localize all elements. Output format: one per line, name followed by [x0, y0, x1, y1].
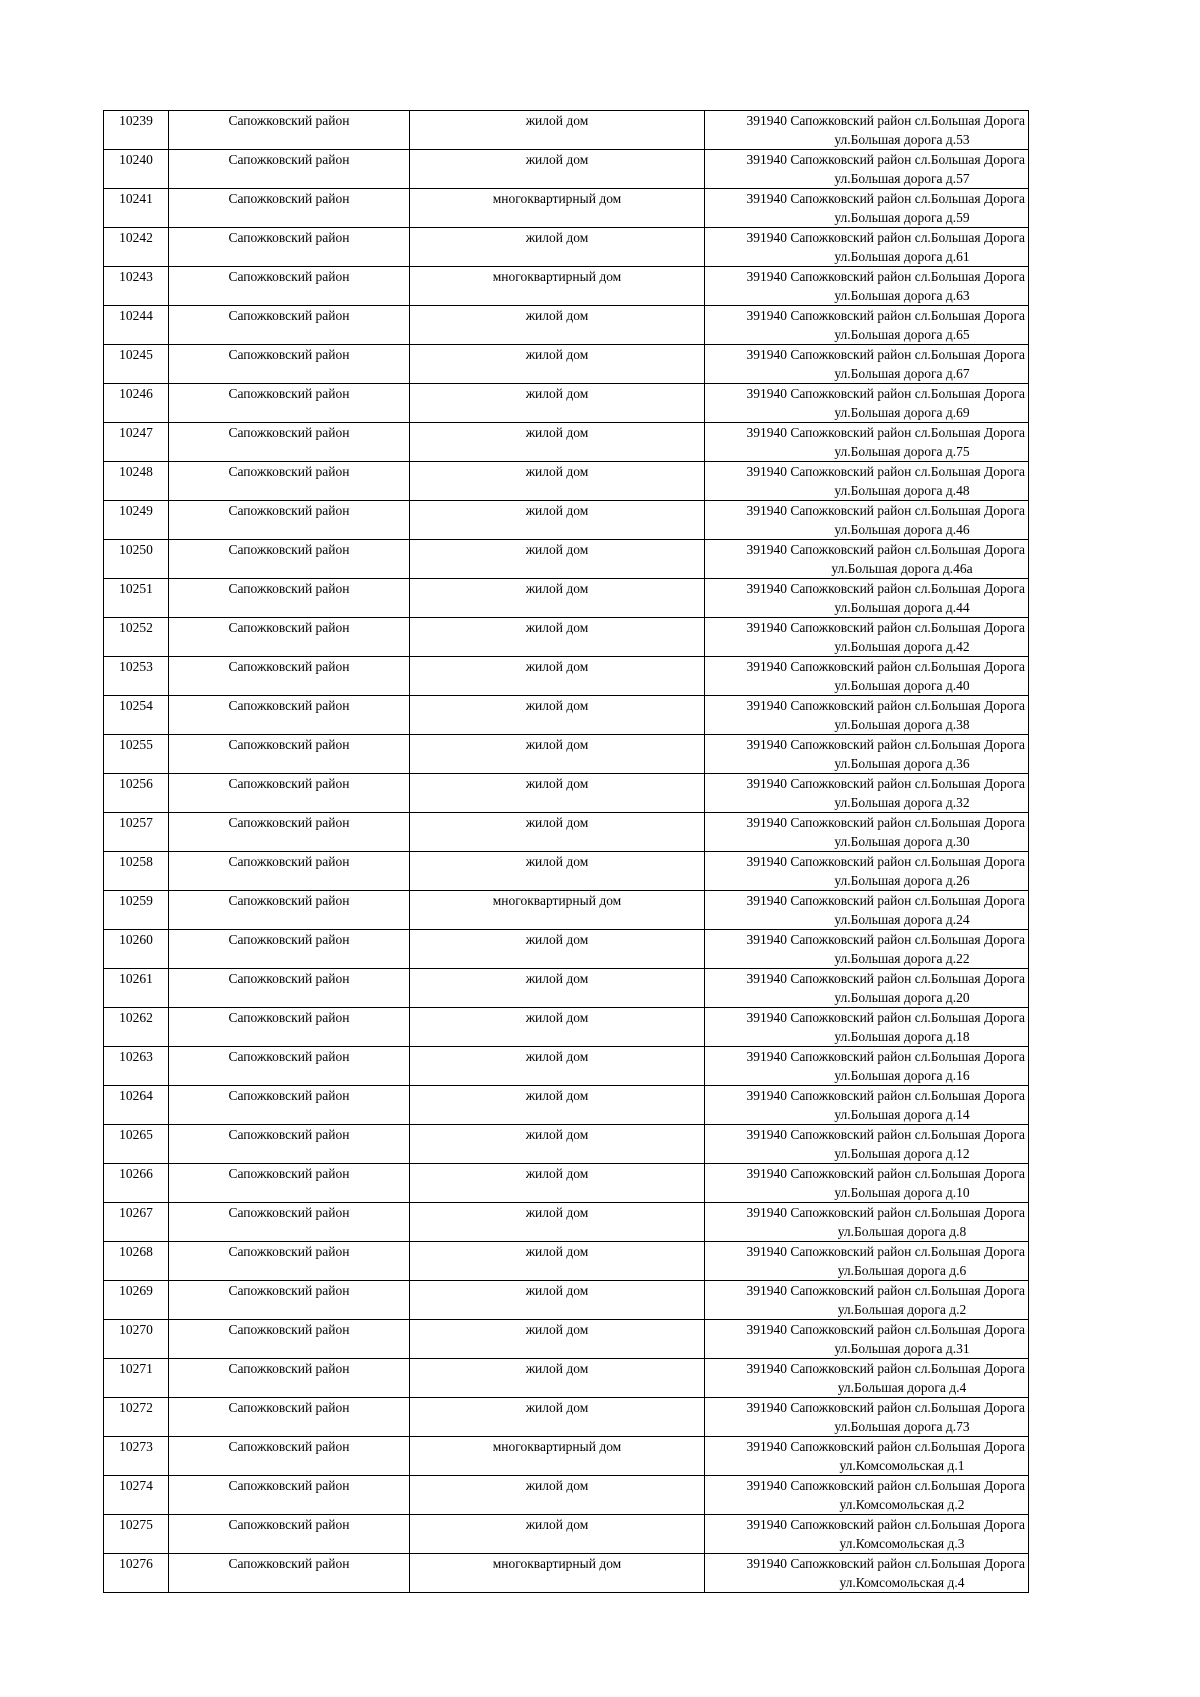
table-row [104, 1437, 1029, 1476]
district-cell: Сапожковский район [169, 423, 410, 462]
table-row [104, 1086, 1029, 1125]
district-cell: Сапожковский район [169, 1437, 410, 1476]
address-cell [705, 540, 1029, 579]
table-row [104, 696, 1029, 735]
object-type-cell: жилой дом [410, 969, 705, 1008]
district-cell: Сапожковский район [169, 1125, 410, 1164]
object-type-cell: многоквартирный дом [410, 267, 705, 306]
district-cell: Сапожковский район [169, 1203, 410, 1242]
object-type-cell: многоквартирный дом [410, 1437, 705, 1476]
address-line-1: 391940 Сапожковский район сл.Большая Дорога [746, 1322, 1025, 1337]
record-id-cell: 10269 [104, 1281, 169, 1320]
address-line-2: ул.Большая дорога д.42 [834, 639, 970, 654]
table-row [104, 1125, 1029, 1164]
district-cell: Сапожковский район [169, 1008, 410, 1047]
address-cell [705, 1437, 1029, 1476]
record-id-cell: 10276 [104, 1554, 169, 1593]
object-type-cell: жилой дом [410, 657, 705, 696]
address-line-2: ул.Большая дорога д.26 [834, 873, 970, 888]
address-line-1: 391940 Сапожковский район сл.Большая Дорога [746, 1205, 1025, 1220]
object-type-cell: жилой дом [410, 1515, 705, 1554]
address-line-1: 391940 Сапожковский район сл.Большая Дорога [746, 1049, 1025, 1064]
table-row [104, 1476, 1029, 1515]
district-cell: Сапожковский район [169, 735, 410, 774]
table-row [104, 930, 1029, 969]
address-cell [705, 228, 1029, 267]
address-cell [705, 345, 1029, 384]
object-type-cell: многоквартирный дом [410, 189, 705, 228]
district-cell: Сапожковский район [169, 306, 410, 345]
address-cell [705, 1047, 1029, 1086]
record-id-cell: 10250 [104, 540, 169, 579]
address-cell [705, 1281, 1029, 1320]
address-line-2: ул.Большая дорога д.16 [834, 1068, 970, 1083]
table-row [104, 1281, 1029, 1320]
record-id-cell: 10259 [104, 891, 169, 930]
address-line-1: 391940 Сапожковский район сл.Большая Дорога [746, 347, 1025, 362]
object-type-cell: жилой дом [410, 618, 705, 657]
object-type-cell: многоквартирный дом [410, 891, 705, 930]
address-cell [705, 774, 1029, 813]
address-line-1: 391940 Сапожковский район сл.Большая Дорога [746, 1010, 1025, 1025]
address-cell [705, 1320, 1029, 1359]
address-line-1: 391940 Сапожковский район сл.Большая Дорога [746, 815, 1025, 830]
address-line-1: 391940 Сапожковский район сл.Большая Дорога [746, 464, 1025, 479]
table-row [104, 969, 1029, 1008]
address-line-2: ул.Комсомольская д.4 [839, 1575, 965, 1590]
object-type-cell: жилой дом [410, 423, 705, 462]
object-type-cell: жилой дом [410, 111, 705, 150]
address-line-2: ул.Большая дорога д.67 [834, 366, 970, 381]
address-cell [705, 813, 1029, 852]
object-type-cell: жилой дом [410, 1047, 705, 1086]
record-id-cell: 10274 [104, 1476, 169, 1515]
address-line-2: ул.Комсомольская д.3 [839, 1536, 965, 1551]
address-line-1: 391940 Сапожковский район сл.Большая Дорога [746, 425, 1025, 440]
address-cell [705, 306, 1029, 345]
table-row [104, 1242, 1029, 1281]
district-cell: Сапожковский район [169, 267, 410, 306]
address-line-1: 391940 Сапожковский район сл.Большая Дорога [746, 698, 1025, 713]
address-cell [705, 618, 1029, 657]
record-id-cell: 10258 [104, 852, 169, 891]
record-id-cell: 10243 [104, 267, 169, 306]
address-line-2: ул.Большая дорога д.57 [834, 171, 970, 186]
address-cell [705, 969, 1029, 1008]
record-id-cell: 10268 [104, 1242, 169, 1281]
district-cell: Сапожковский район [169, 1281, 410, 1320]
address-line-1: 391940 Сапожковский район сл.Большая Дорога [746, 581, 1025, 596]
object-type-cell: жилой дом [410, 1164, 705, 1203]
record-id-cell: 10242 [104, 228, 169, 267]
address-line-1: 391940 Сапожковский район сл.Большая Дорога [746, 113, 1025, 128]
table-row [104, 306, 1029, 345]
address-line-1: 391940 Сапожковский район сл.Большая Дорога [746, 1283, 1025, 1298]
address-cell [705, 1008, 1029, 1047]
district-cell: Сапожковский район [169, 579, 410, 618]
address-line-1: 391940 Сапожковский район сл.Большая Дорога [746, 1517, 1025, 1532]
address-line-1: 391940 Сапожковский район сл.Большая Дорога [746, 737, 1025, 752]
record-id-cell: 10261 [104, 969, 169, 1008]
address-line-2: ул.Комсомольская д.1 [839, 1458, 965, 1473]
object-type-cell: жилой дом [410, 1242, 705, 1281]
address-cell [705, 1359, 1029, 1398]
table-row [104, 384, 1029, 423]
table-row [104, 1398, 1029, 1437]
registry-table [103, 110, 1029, 1593]
address-line-2: ул.Большая дорога д.73 [834, 1419, 970, 1434]
address-line-1: 391940 Сапожковский район сл.Большая Дорога [746, 620, 1025, 635]
district-cell: Сапожковский район [169, 618, 410, 657]
record-id-cell: 10252 [104, 618, 169, 657]
object-type-cell: жилой дом [410, 384, 705, 423]
address-cell [705, 1086, 1029, 1125]
object-type-cell: жилой дом [410, 1281, 705, 1320]
table-row [104, 813, 1029, 852]
address-cell [705, 150, 1029, 189]
record-id-cell: 10253 [104, 657, 169, 696]
address-line-1: 391940 Сапожковский район сл.Большая Дорога [746, 1244, 1025, 1259]
table-row [104, 1359, 1029, 1398]
table-row [104, 540, 1029, 579]
address-line-2: ул.Большая дорога д.46 [834, 522, 970, 537]
record-id-cell: 10247 [104, 423, 169, 462]
address-line-1: 391940 Сапожковский район сл.Большая Дорога [746, 230, 1025, 245]
object-type-cell: жилой дом [410, 1359, 705, 1398]
address-cell [705, 930, 1029, 969]
address-line-1: 391940 Сапожковский район сл.Большая Дорога [746, 1478, 1025, 1493]
address-line-1: 391940 Сапожковский район сл.Большая Дорога [746, 854, 1025, 869]
district-cell: Сапожковский район [169, 189, 410, 228]
table-row [104, 852, 1029, 891]
address-line-2: ул.Большая дорога д.36 [834, 756, 970, 771]
district-cell: Сапожковский район [169, 228, 410, 267]
object-type-cell: жилой дом [410, 930, 705, 969]
record-id-cell: 10251 [104, 579, 169, 618]
district-cell: Сапожковский район [169, 774, 410, 813]
district-cell: Сапожковский район [169, 462, 410, 501]
object-type-cell: жилой дом [410, 306, 705, 345]
object-type-cell: жилой дом [410, 150, 705, 189]
address-line-2: ул.Большая дорога д.22 [834, 951, 970, 966]
district-cell: Сапожковский район [169, 1554, 410, 1593]
address-line-1: 391940 Сапожковский район сл.Большая Дорога [746, 1361, 1025, 1376]
address-line-1: 391940 Сапожковский район сл.Большая Дорога [746, 1166, 1025, 1181]
table-row [104, 1203, 1029, 1242]
record-id-cell: 10246 [104, 384, 169, 423]
address-cell [705, 384, 1029, 423]
district-cell: Сапожковский район [169, 1164, 410, 1203]
record-id-cell: 10265 [104, 1125, 169, 1164]
district-cell: Сапожковский район [169, 891, 410, 930]
address-line-2: ул.Большая дорога д.40 [834, 678, 970, 693]
district-cell: Сапожковский район [169, 1515, 410, 1554]
object-type-cell: жилой дом [410, 540, 705, 579]
address-line-1: 391940 Сапожковский район сл.Большая Дорога [746, 269, 1025, 284]
address-line-2: ул.Большая дорога д.32 [834, 795, 970, 810]
district-cell: Сапожковский район [169, 501, 410, 540]
district-cell: Сапожковский район [169, 1359, 410, 1398]
district-cell: Сапожковский район [169, 111, 410, 150]
address-line-2: ул.Большая дорога д.61 [834, 249, 970, 264]
address-line-2: ул.Большая дорога д.14 [834, 1107, 970, 1122]
district-cell: Сапожковский район [169, 696, 410, 735]
record-id-cell: 10245 [104, 345, 169, 384]
record-id-cell: 10270 [104, 1320, 169, 1359]
address-line-2: ул.Большая дорога д.30 [834, 834, 970, 849]
table-row [104, 1554, 1029, 1593]
object-type-cell: жилой дом [410, 501, 705, 540]
object-type-cell: жилой дом [410, 228, 705, 267]
record-id-cell: 10255 [104, 735, 169, 774]
address-cell [705, 1554, 1029, 1593]
record-id-cell: 10266 [104, 1164, 169, 1203]
address-line-2: ул.Большая дорога д.53 [834, 132, 970, 147]
address-line-1: 391940 Сапожковский район сл.Большая Дорога [746, 191, 1025, 206]
address-line-2: ул.Большая дорога д.38 [834, 717, 970, 732]
table-row [104, 462, 1029, 501]
address-line-2: ул.Большая дорога д.4 [837, 1380, 967, 1395]
table-row [104, 1047, 1029, 1086]
table-row [104, 111, 1029, 150]
table-row [104, 657, 1029, 696]
address-line-2: ул.Большая дорога д.24 [834, 912, 970, 927]
table-row [104, 423, 1029, 462]
address-cell [705, 111, 1029, 150]
district-cell: Сапожковский район [169, 1047, 410, 1086]
address-line-2: ул.Большая дорога д.12 [834, 1146, 970, 1161]
address-line-2: ул.Большая дорога д.75 [834, 444, 970, 459]
address-line-1: 391940 Сапожковский район сл.Большая Дорога [746, 932, 1025, 947]
record-id-cell: 10239 [104, 111, 169, 150]
address-line-1: 391940 Сапожковский район сл.Большая Дорога [746, 503, 1025, 518]
address-line-2: ул.Большая дорога д.10 [834, 1185, 970, 1200]
object-type-cell: многоквартирный дом [410, 1554, 705, 1593]
address-line-2: ул.Большая дорога д.59 [834, 210, 970, 225]
record-id-cell: 10240 [104, 150, 169, 189]
address-line-2: ул.Большая дорога д.44 [834, 600, 970, 615]
address-line-1: 391940 Сапожковский район сл.Большая Дорога [746, 1127, 1025, 1142]
object-type-cell: жилой дом [410, 1125, 705, 1164]
object-type-cell: жилой дом [410, 735, 705, 774]
address-cell [705, 696, 1029, 735]
address-line-2: ул.Большая дорога д.18 [834, 1029, 970, 1044]
record-id-cell: 10273 [104, 1437, 169, 1476]
object-type-cell: жилой дом [410, 1203, 705, 1242]
table-row [104, 735, 1029, 774]
table-row [104, 618, 1029, 657]
district-cell: Сапожковский район [169, 657, 410, 696]
address-line-2: ул.Большая дорога д.65 [834, 327, 970, 342]
object-type-cell: жилой дом [410, 462, 705, 501]
object-type-cell: жилой дом [410, 1008, 705, 1047]
district-cell: Сапожковский район [169, 1398, 410, 1437]
address-line-1: 391940 Сапожковский район сл.Большая Дорога [746, 1556, 1025, 1571]
address-line-1: 391940 Сапожковский район сл.Большая Дорога [746, 542, 1025, 557]
address-cell [705, 501, 1029, 540]
record-id-cell: 10271 [104, 1359, 169, 1398]
table-row [104, 228, 1029, 267]
district-cell: Сапожковский район [169, 1086, 410, 1125]
address-line-2: ул.Большая дорога д.2 [837, 1302, 967, 1317]
table-row [104, 345, 1029, 384]
record-id-cell: 10257 [104, 813, 169, 852]
record-id-cell: 10267 [104, 1203, 169, 1242]
object-type-cell: жилой дом [410, 1320, 705, 1359]
address-line-2: ул.Большая дорога д.48 [834, 483, 970, 498]
district-cell: Сапожковский район [169, 969, 410, 1008]
district-cell: Сапожковский район [169, 1242, 410, 1281]
address-line-1: 391940 Сапожковский район сл.Большая Дорога [746, 893, 1025, 908]
record-id-cell: 10275 [104, 1515, 169, 1554]
address-line-1: 391940 Сапожковский район сл.Большая Дорога [746, 776, 1025, 791]
district-cell: Сапожковский район [169, 150, 410, 189]
record-id-cell: 10254 [104, 696, 169, 735]
address-cell [705, 423, 1029, 462]
address-line-2: ул.Большая дорога д.46а [831, 561, 973, 576]
object-type-cell: жилой дом [410, 1086, 705, 1125]
district-cell: Сапожковский район [169, 930, 410, 969]
object-type-cell: жилой дом [410, 1476, 705, 1515]
record-id-cell: 10241 [104, 189, 169, 228]
table-row [104, 501, 1029, 540]
address-line-1: 391940 Сапожковский район сл.Большая Дорога [746, 1088, 1025, 1103]
address-cell [705, 891, 1029, 930]
address-cell [705, 1203, 1029, 1242]
table-row [104, 1515, 1029, 1554]
address-line-2: ул.Комсомольская д.2 [839, 1497, 965, 1512]
table-row [104, 189, 1029, 228]
address-line-1: 391940 Сапожковский район сл.Большая Дорога [746, 659, 1025, 674]
object-type-cell: жилой дом [410, 852, 705, 891]
record-id-cell: 10244 [104, 306, 169, 345]
address-cell [705, 735, 1029, 774]
address-cell [705, 189, 1029, 228]
district-cell: Сапожковский район [169, 540, 410, 579]
address-cell [705, 1515, 1029, 1554]
record-id-cell: 10248 [104, 462, 169, 501]
address-line-2: ул.Большая дорога д.31 [834, 1341, 970, 1356]
district-cell: Сапожковский район [169, 1476, 410, 1515]
object-type-cell: жилой дом [410, 579, 705, 618]
address-cell [705, 267, 1029, 306]
district-cell: Сапожковский район [169, 384, 410, 423]
table-row [104, 267, 1029, 306]
address-line-1: 391940 Сапожковский район сл.Большая Дорога [746, 1439, 1025, 1454]
table-row [104, 150, 1029, 189]
object-type-cell: жилой дом [410, 696, 705, 735]
district-cell: Сапожковский район [169, 813, 410, 852]
table-row [104, 1320, 1029, 1359]
table-row [104, 891, 1029, 930]
registry-body [104, 111, 1029, 1593]
address-line-2: ул.Большая дорога д.20 [834, 990, 970, 1005]
record-id-cell: 10249 [104, 501, 169, 540]
address-cell [705, 579, 1029, 618]
address-line-1: 391940 Сапожковский район сл.Большая Дорога [746, 386, 1025, 401]
object-type-cell: жилой дом [410, 774, 705, 813]
district-cell: Сапожковский район [169, 345, 410, 384]
address-cell [705, 1242, 1029, 1281]
record-id-cell: 10256 [104, 774, 169, 813]
object-type-cell: жилой дом [410, 1398, 705, 1437]
table-row [104, 1008, 1029, 1047]
record-id-cell: 10260 [104, 930, 169, 969]
record-id-cell: 10262 [104, 1008, 169, 1047]
address-cell [705, 1476, 1029, 1515]
address-cell [705, 657, 1029, 696]
address-line-2: ул.Большая дорога д.69 [834, 405, 970, 420]
record-id-cell: 10272 [104, 1398, 169, 1437]
address-cell [705, 1164, 1029, 1203]
address-line-1: 391940 Сапожковский район сл.Большая Дорога [746, 971, 1025, 986]
table-row [104, 1164, 1029, 1203]
record-id-cell: 10263 [104, 1047, 169, 1086]
address-line-2: ул.Большая дорога д.63 [834, 288, 970, 303]
table-row [104, 579, 1029, 618]
address-line-1: 391940 Сапожковский район сл.Большая Дорога [746, 1400, 1025, 1415]
address-line-1: 391940 Сапожковский район сл.Большая Дорога [746, 308, 1025, 323]
address-line-2: ул.Большая дорога д.8 [837, 1224, 967, 1239]
table-row [104, 774, 1029, 813]
record-id-cell: 10264 [104, 1086, 169, 1125]
district-cell: Сапожковский район [169, 1320, 410, 1359]
address-cell [705, 462, 1029, 501]
district-cell: Сапожковский район [169, 852, 410, 891]
address-line-2: ул.Большая дорога д.6 [837, 1263, 967, 1278]
address-line-1: 391940 Сапожковский район сл.Большая Дорога [746, 152, 1025, 167]
address-cell [705, 1125, 1029, 1164]
address-cell [705, 852, 1029, 891]
object-type-cell: жилой дом [410, 813, 705, 852]
address-cell [705, 1398, 1029, 1437]
object-type-cell: жилой дом [410, 345, 705, 384]
